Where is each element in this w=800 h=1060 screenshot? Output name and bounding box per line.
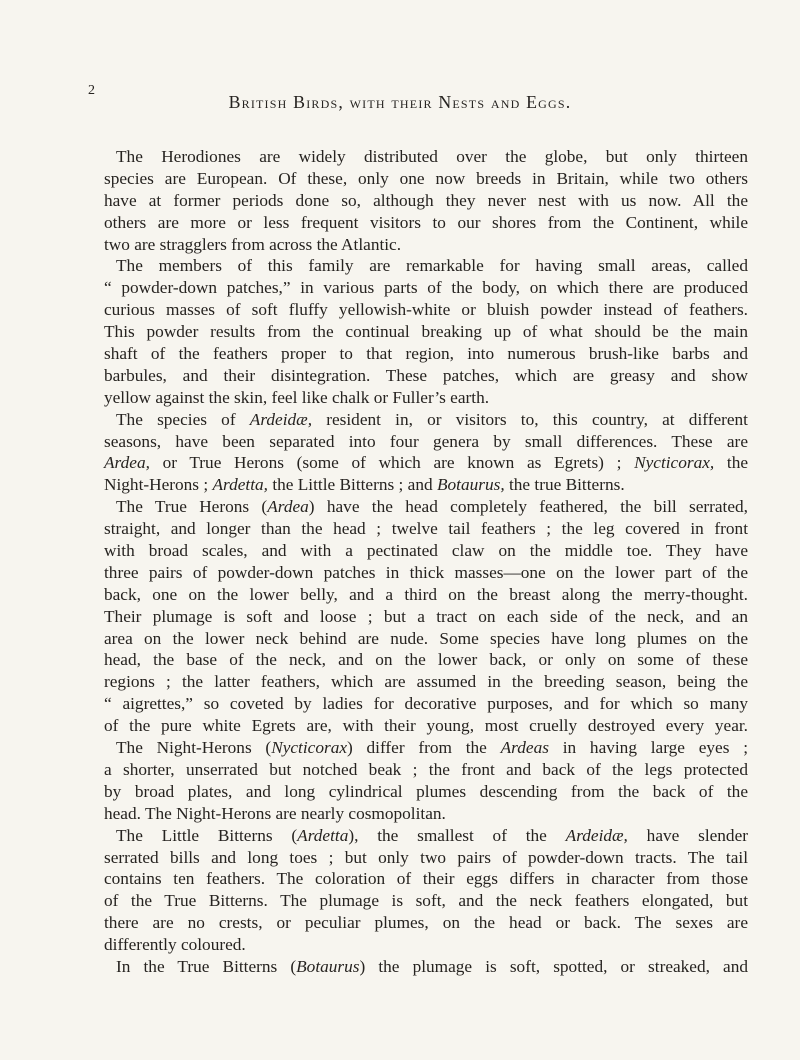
text-segment: The species of [116,409,250,429]
text-line: others are more or less frequent visitors to our shores from the Continent, while [104,212,748,232]
taxon-name: Botaurus, [436,475,505,495]
text-line: barbules, and their disintegration. These patches, which are greasy and show [104,365,748,385]
text-segment: ) differ from the [347,738,501,758]
text-line: by broad plates, and long cylindrical plumes descending from the back of the [104,781,748,801]
text-line [104,956,748,978]
text-line: seasons, have been separated into four genera by small differences. These are [104,431,748,451]
body-text [104,146,748,978]
text-segment: The Little Bitterns ( [116,825,298,845]
text-line [104,496,748,518]
text-line: species are European. Of these, only one now breeds in Britain, while two others [104,168,748,188]
text-segment: In the True Bitterns ( [116,956,297,976]
text-line: “ aigrettes,” so coveted by ladies for decorative purposes, and for which so many [104,694,748,714]
text-line: differently coloured. [104,935,246,955]
text-segment: the [714,453,749,473]
text-line [104,474,748,496]
text-segment: in having large eyes ; [548,738,749,758]
taxon-name: Nycticorax [271,738,348,758]
page-number: 2 [88,83,95,98]
running-head: British Birds, with their Nests and Eggs. [228,92,572,112]
text-line [104,409,748,431]
text-line: contains ten feathers. The coloration of their eggs differs in character from those [104,869,748,889]
text-line [104,737,748,759]
taxon-name: Ardea, [104,453,150,473]
text-line: a shorter, unserrated but notched beak ; the front and back of the legs protected [104,759,748,779]
text-line: yellow against the skin, feel like chalk or Fuller’s earth. [104,387,490,407]
taxon-name: Ardetta, [212,475,268,495]
text-line: straight, and longer than the head ; twelve tail feathers ; the leg covered in front [104,519,748,539]
text-line: This powder results from the continual breaking up of what should be the main [104,322,748,342]
text-segment: have slender [627,825,748,845]
text-segment: The True Herons ( [116,497,268,517]
text-segment: The Night-Herons ( [116,738,272,758]
text-line: with broad scales, and with a pectinated claw on the middle toe. They have [104,541,748,561]
text-segment: the true Bitterns. [504,475,625,495]
text-line: three pairs of powder-down patches in thick masses—one on the lower part of the [104,562,748,582]
text-segment: ) have the head completely feathered, the bill serrated, [308,497,748,517]
text-line [104,825,748,847]
taxon-name: Ardea [267,497,309,517]
taxon-name: Ardetta [297,825,349,845]
text-line: “ powder-down patches,” in various parts of the body, on which there are produced [104,278,748,298]
text-line: The Herodiones are widely distributed over the globe, but only thirteen [116,147,748,166]
text-segment: Night-Herons ; [104,475,213,495]
taxon-name: Nycticorax, [634,453,715,473]
text-line: two are stragglers from across the Atlantic. [104,234,402,254]
text-line: of the True Bitterns. The plumage is soft, and the neck feathers elongated, but [104,891,748,911]
text-segment: ), the smallest of the [348,825,566,845]
text-line: have at former periods done so, although they never nest with us now. All the [104,190,748,210]
text-line: curious masses of soft fluffy yellowish-white or bluish powder instead of feathers. [104,300,748,320]
text-line: regions ; the latter feathers, which are assumed in the breeding season, being the [104,672,748,692]
taxon-name: Ardeidæ, [565,825,628,845]
text-line: area on the lower neck behind are nude. Some species have long plumes on the [104,628,748,648]
text-line: head. The Night-Herons are nearly cosmopolitan. [104,803,446,823]
text-line: there are no crests, or peculiar plumes, on the head or back. The sexes are [104,913,748,933]
taxon-name: Ardeidæ, [249,409,313,429]
text-line: shaft of the feathers proper to that region, into numerous brush-like barbs and [104,344,748,364]
taxon-name: Ardeas [500,738,549,758]
text-line: head, the base of the neck, and on the lower back, or only on some of these [104,650,748,670]
text-line: back, one on the lower belly, and a third on the breast along the merry-thought. [104,584,748,604]
text-line: of the pure white Egrets are, with their young, most cruelly destroyed every year. [104,716,748,736]
text-segment: or True Herons (some of which are known as Egrets) ; [149,453,635,473]
text-segment: ) the plumage is soft, spotted, or streaked, and [359,956,748,976]
text-segment: the Little Bitterns ; and [268,475,437,495]
text-line: Their plumage is soft and loose ; but a tract on each side of the neck, and an [104,606,748,626]
text-line: serrated bills and long toes ; but only two pairs of powder-down tracts. The tail [104,847,748,867]
text-segment: resident in, or visitors to, this country, at different [312,409,748,429]
text-line [104,452,748,474]
text-line: The members of this family are remarkable for having small areas, called [116,256,748,276]
taxon-name: Botaurus [296,956,360,976]
